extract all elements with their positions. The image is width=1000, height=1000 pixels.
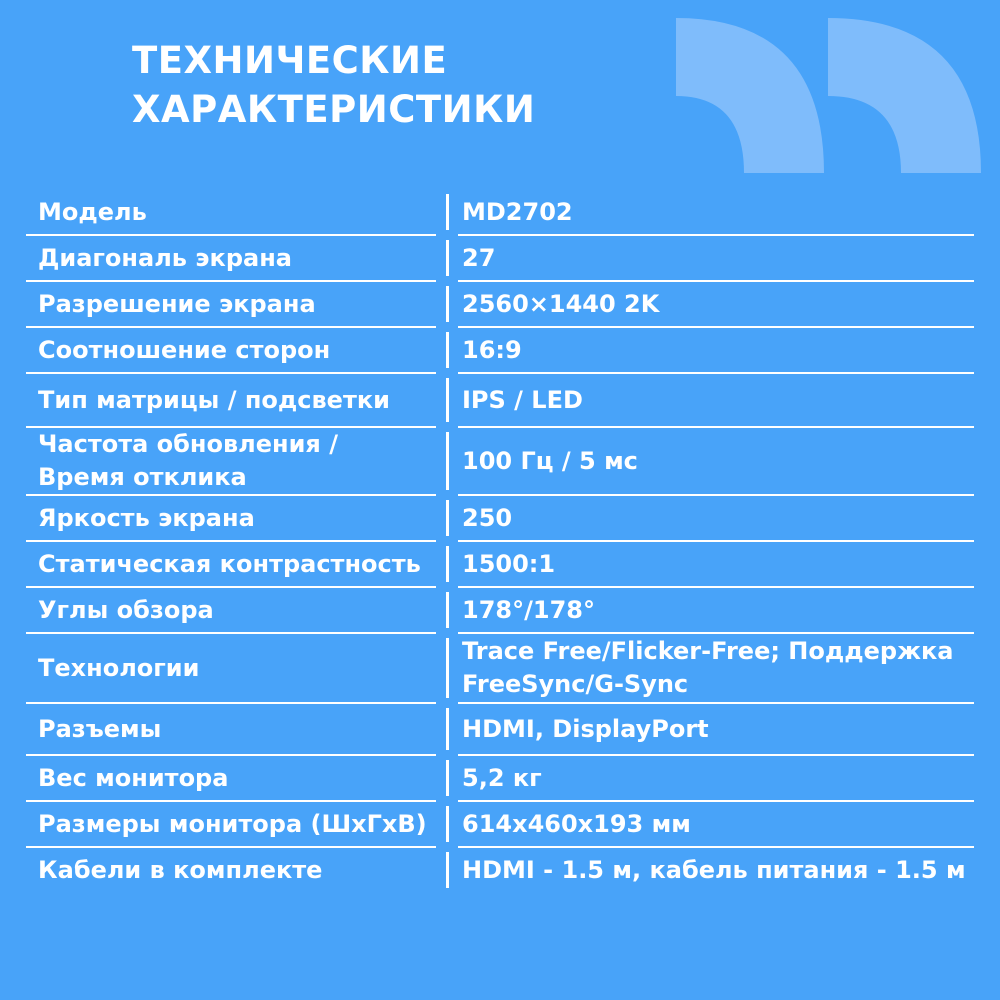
quote-marks-icon	[676, 18, 986, 178]
spec-label	[0, 587, 448, 633]
spec-value-line: HDMI - 1.5 м, кабель питания - 1.5 м	[462, 855, 966, 884]
spec-label	[0, 281, 448, 327]
spec-row	[0, 235, 1000, 281]
spec-row	[0, 373, 1000, 427]
spec-value-line: 5,2 кг	[462, 763, 542, 792]
column-divider	[446, 852, 449, 888]
spec-label	[0, 327, 448, 373]
spec-value-line: 614x460x193 мм	[462, 809, 691, 838]
spec-label	[0, 755, 448, 801]
spec-value	[462, 801, 980, 847]
spec-row	[0, 427, 1000, 495]
column-divider	[446, 806, 449, 842]
spec-value	[462, 281, 980, 327]
spec-row	[0, 189, 1000, 235]
spec-value	[462, 703, 980, 755]
spec-value	[462, 633, 980, 703]
spec-label	[0, 373, 448, 427]
column-divider	[446, 708, 449, 750]
spec-value	[462, 587, 980, 633]
spec-value-line: HDMI, DisplayPort	[462, 714, 709, 743]
spec-label	[0, 189, 448, 235]
spec-row	[0, 281, 1000, 327]
spec-label-line: Технологии	[38, 653, 200, 682]
spec-label-line: Тип матрицы / подсветки	[38, 385, 390, 414]
column-divider	[446, 592, 449, 628]
quote-mark-left	[676, 18, 824, 173]
column-divider	[446, 286, 449, 322]
spec-label-line: Размеры монитора (ШхГхВ)	[38, 809, 427, 838]
spec-label	[0, 847, 448, 893]
column-divider	[446, 546, 449, 582]
spec-value-line: MD2702	[462, 197, 573, 226]
spec-label-line: Модель	[38, 197, 147, 226]
spec-value-line: IPS / LED	[462, 385, 583, 414]
spec-label	[0, 495, 448, 541]
spec-label	[0, 801, 448, 847]
column-divider	[446, 638, 449, 698]
spec-row	[0, 801, 1000, 847]
spec-label	[0, 703, 448, 755]
spec-label	[0, 235, 448, 281]
spec-value	[462, 189, 980, 235]
spec-label	[0, 633, 448, 703]
spec-label-line: Частота обновления /	[38, 430, 338, 458]
column-divider	[446, 500, 449, 536]
spec-row	[0, 633, 1000, 703]
spec-label-line: Статическая контрастность	[38, 549, 421, 578]
spec-value-line: 16:9	[462, 335, 522, 364]
column-divider	[446, 432, 449, 490]
column-divider	[446, 240, 449, 276]
column-divider	[446, 194, 449, 230]
spec-value	[462, 495, 980, 541]
spec-value-line: 250	[462, 503, 513, 532]
spec-table	[0, 189, 1000, 893]
spec-value-line: Trace Free/Flicker-Free; Поддержка	[462, 637, 954, 665]
spec-label	[0, 427, 448, 495]
spec-row	[0, 703, 1000, 755]
spec-label	[0, 541, 448, 587]
spec-value-line: 2560×1440 2K	[462, 289, 660, 318]
spec-value-line: 100 Гц / 5 мс	[462, 446, 638, 475]
spec-value	[462, 755, 980, 801]
spec-value-line: FreeSync/G-Sync	[462, 670, 689, 698]
spec-value	[462, 373, 980, 427]
spec-label-line: Диагональ экрана	[38, 243, 292, 272]
spec-row	[0, 541, 1000, 587]
spec-value-line: 27	[462, 243, 496, 272]
spec-row	[0, 327, 1000, 373]
spec-row	[0, 847, 1000, 893]
spec-value	[462, 235, 980, 281]
page-title-line-1: ТЕХНИЧЕСКИЕ	[132, 39, 448, 82]
spec-value-line: 178°/178°	[462, 595, 595, 624]
spec-value	[462, 427, 980, 495]
column-divider	[446, 760, 449, 796]
column-divider	[446, 332, 449, 368]
page-title-line-2: ХАРАКТЕРИСТИКИ	[132, 88, 536, 131]
spec-value	[462, 847, 980, 893]
spec-label-line: Кабели в комплекте	[38, 855, 323, 884]
quote-mark-right	[828, 18, 981, 173]
spec-label-line: Разрешение экрана	[38, 289, 316, 318]
spec-label-line: Вес монитора	[38, 763, 229, 792]
spec-label-line: Время отклика	[38, 463, 247, 491]
spec-row	[0, 755, 1000, 801]
spec-label-line: Углы обзора	[38, 595, 214, 624]
spec-label-line: Соотношение сторон	[38, 335, 331, 364]
spec-value	[462, 541, 980, 587]
column-divider	[446, 378, 449, 422]
spec-value-line: 1500:1	[462, 549, 556, 578]
spec-label-line: Яркость экрана	[38, 503, 255, 532]
spec-row	[0, 495, 1000, 541]
spec-value	[462, 327, 980, 373]
spec-row	[0, 587, 1000, 633]
page-title	[132, 36, 535, 134]
spec-label-line: Разъемы	[38, 714, 162, 743]
